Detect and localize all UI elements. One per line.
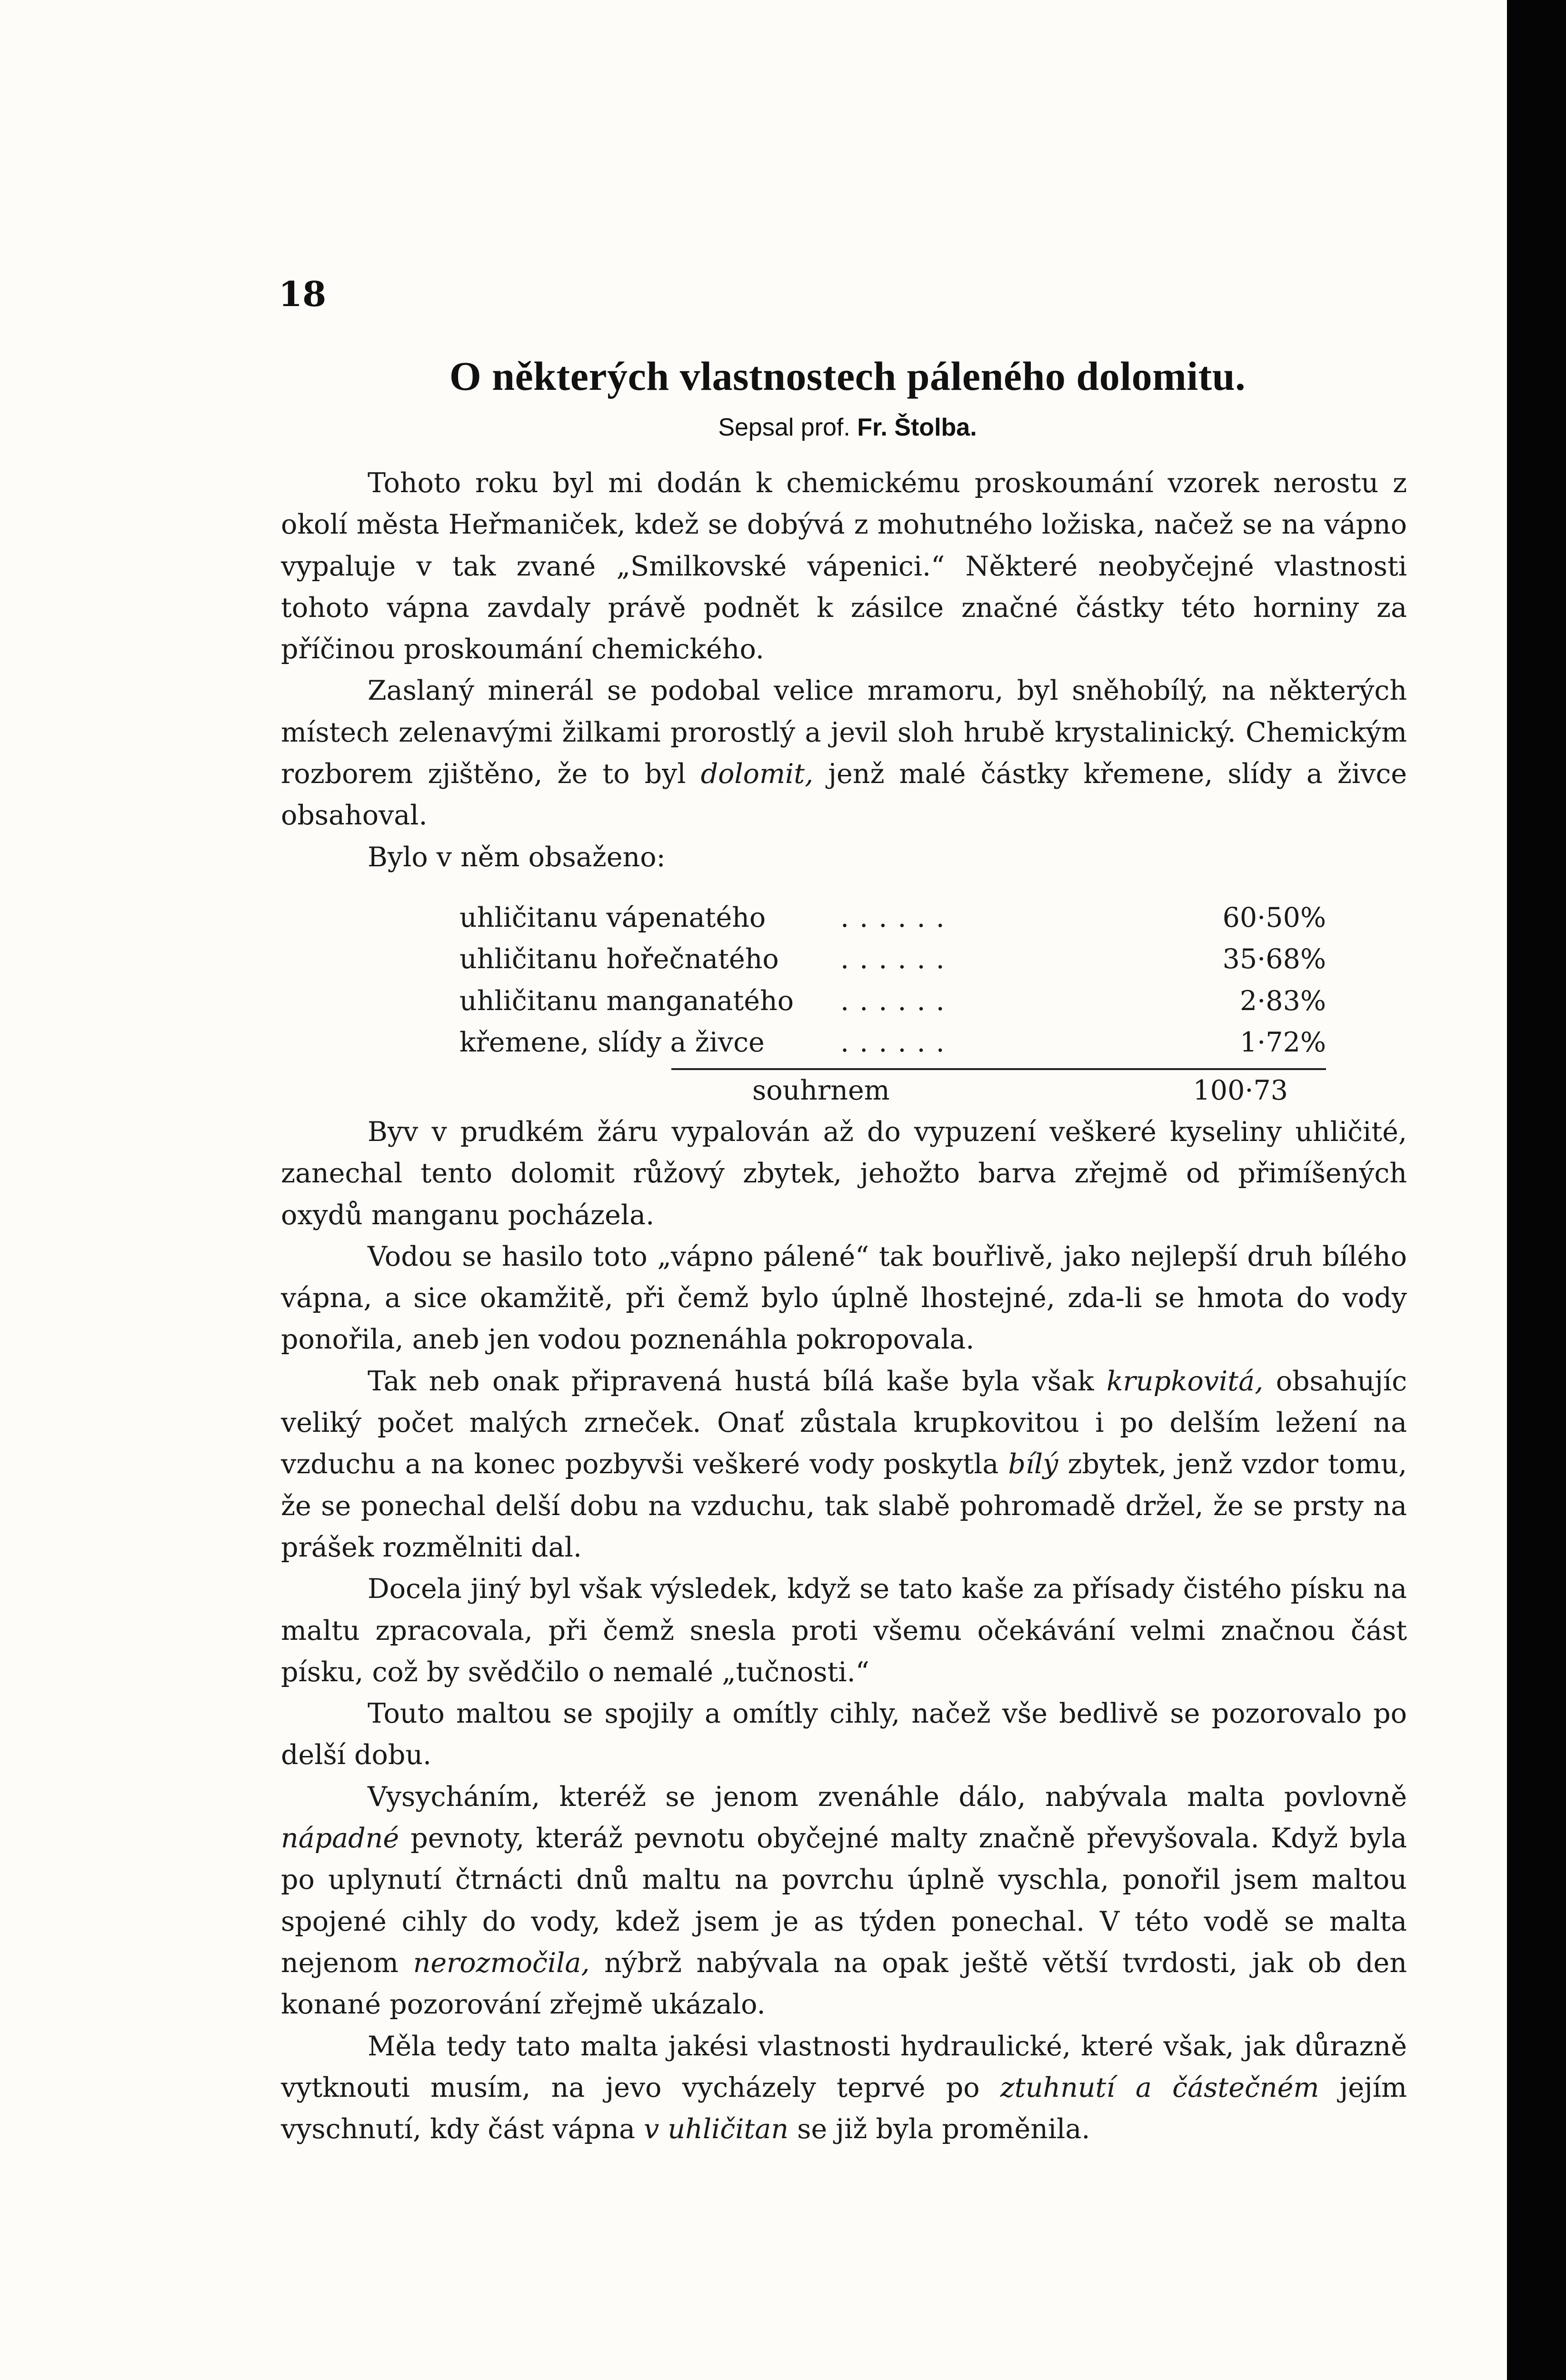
leader-dots: ......	[840, 1026, 955, 1058]
paragraph-text: pevnoty, kteráž pevnotu obyčejné malty značně převyšovala. Když byla po uplynutí čtrnácti dnů maltu na povrchu úplně vyschla, ponořil jsem maltou spojené cihly do vody, kdež jsem je as týden ponechal. V této vodě se malta nejenom	[281, 1823, 1407, 1979]
paragraph-text: Byv v prudkém žáru vypalován až do vypuzení veškeré kyseliny uhličité, zanechal tento dolomit růžový zbytek, jehožto barva zřejmě od přimíšených oxydů manganu pocházela.	[281, 1116, 1407, 1231]
paragraph-text: Tak neb onak připravená hustá bílá kaše byla však	[368, 1365, 1107, 1397]
paragraph-text: Měla tedy tato malta jakési vlastnosti hydraulické, které však, jak důrazně vytknouti musím, na jevo vycházely teprvé po	[281, 2030, 1407, 2103]
paragraph-text: Docela jiný byl však výsledek, když se tato kaše za přísady čistého písku na maltu zpracovala, při čemž snesla proti všemu očekávání velmi značnou část písku, což by svědčilo o nemalé „tučnosti.“	[281, 1573, 1407, 1688]
intro-text	[281, 463, 1407, 878]
composition-row	[459, 939, 1326, 980]
paragraph	[281, 837, 1407, 878]
composition-row	[459, 981, 1326, 1022]
page-number: 18	[279, 274, 327, 314]
component-name: křemene, slídy a živce	[459, 1026, 765, 1058]
author-name: Fr. Štolba.	[857, 414, 977, 441]
sum-row	[752, 1070, 1326, 1111]
author-prefix: Sepsal prof.	[718, 414, 850, 441]
sum-label: souhrnem	[752, 1075, 890, 1106]
component-value: 1·72%	[1239, 1026, 1326, 1058]
article-title: O některých vlastnostech páleného dolomitu.	[449, 353, 1246, 399]
paragraph-text: Touto maltou se spojily a omítly cihly, načež vše bedlivě se pozorovalo po delší dobu.	[281, 1698, 1407, 1771]
paragraph	[281, 670, 1407, 836]
paragraph-text: Tohoto roku byl mi dodán k chemickému proskoumání vzorek nerostu z okolí města Heřmaniček, kdež se dobývá z mohutného ložiska, načež se na vápno vypaluje v tak zvané „Smilkovské vápenici.“ Některé neobyčejné vlastnosti tohoto vápna zavdaly právě podnět k zásilce značné částky této horniny za příčinou proskoumání chemického.	[281, 467, 1407, 665]
italic-text: nápadné	[281, 1823, 399, 1854]
paragraph-text: se již byla proměnila.	[788, 2113, 1090, 2145]
composition-table	[459, 897, 1326, 1063]
italic-text: v uhličitan	[644, 2113, 789, 2145]
component-value: 2·83%	[1239, 985, 1326, 1017]
component-name: uhličitanu manganatého	[459, 985, 794, 1017]
leader-dots: ......	[840, 943, 955, 975]
composition-row	[459, 897, 1326, 939]
paragraph-text: obsahujíc veliký počet malých zrneček. Onať zůstala krupkovitou i po delším ležení na vzduchu a na konec pozbyvši veškeré vody poskytla	[281, 1365, 1407, 1480]
italic-text: nerozmočila,	[413, 1947, 590, 1979]
paragraph	[281, 1236, 1407, 1361]
paragraph-text: nýbrž nabývala na opak ještě větší tvrdosti, jak ob den konané pozorování zřejmě ukázalo.	[281, 1947, 1407, 2021]
component-name: uhličitanu vápenatého	[459, 902, 766, 933]
composition-row	[459, 1022, 1326, 1063]
leader-dots: ......	[840, 902, 955, 933]
italic-text: dolomit,	[700, 758, 814, 790]
author-line	[571, 413, 1124, 442]
paragraph-text: Zaslaný minerál se podobal velice mramoru, byl sněhobílý, na některých místech zelenavými žilkami prorostlý a jevil sloh hrubě krystalinický. Chemickým rozborem zjištěno, že to byl	[281, 675, 1407, 790]
component-value: 60·50%	[1222, 902, 1326, 933]
paragraph-text: jejím vyschnutí, kdy část vápna	[281, 2072, 1407, 2145]
paragraph	[281, 463, 1407, 670]
leader-dots: ......	[840, 985, 955, 1017]
paragraph-text: zbytek, jenž vzdor tomu, že se ponechal delší dobu na vzduchu, tak slabě pohromadě držel, že se prsty na prášek rozmělniti dal.	[281, 1448, 1407, 1563]
italic-text: krupkovitá,	[1106, 1365, 1264, 1397]
paragraph	[281, 1568, 1407, 1693]
paragraph	[281, 2026, 1407, 2151]
italic-text: ztuhnutí a částečném	[1000, 2072, 1319, 2103]
paragraph-text: jenž malé částky křemene, slídy a živce obsahoval.	[281, 758, 1407, 832]
component-name: uhličitanu hořečnatého	[459, 943, 779, 975]
paragraph	[281, 1693, 1407, 1776]
paragraph-text: Vysycháním, kteréž se jenom zvenáhle dálo, nabývala malta povlovně	[368, 1781, 1407, 1813]
paragraph-text: Vodou se hasilo toto „vápno pálené“ tak bouřlivě, jako nejlepší druh bílého vápna, a sice okamžitě, při čemž bylo úplně lhostejné, zda-li se hmota do vody ponořila, aneb jen vodou poznenáhla pokropovala.	[281, 1240, 1407, 1356]
paragraph	[281, 1776, 1407, 2026]
paragraph	[281, 1111, 1407, 1236]
component-value: 35·68%	[1222, 943, 1326, 975]
sum-value: 100·73	[1193, 1075, 1288, 1106]
scan-edge	[1507, 0, 1566, 2380]
paragraph	[281, 1361, 1407, 1568]
paragraph-text: Bylo v něm obsaženo:	[368, 841, 666, 873]
body-text	[281, 1111, 1407, 2150]
italic-text: bílý	[1008, 1448, 1058, 1480]
